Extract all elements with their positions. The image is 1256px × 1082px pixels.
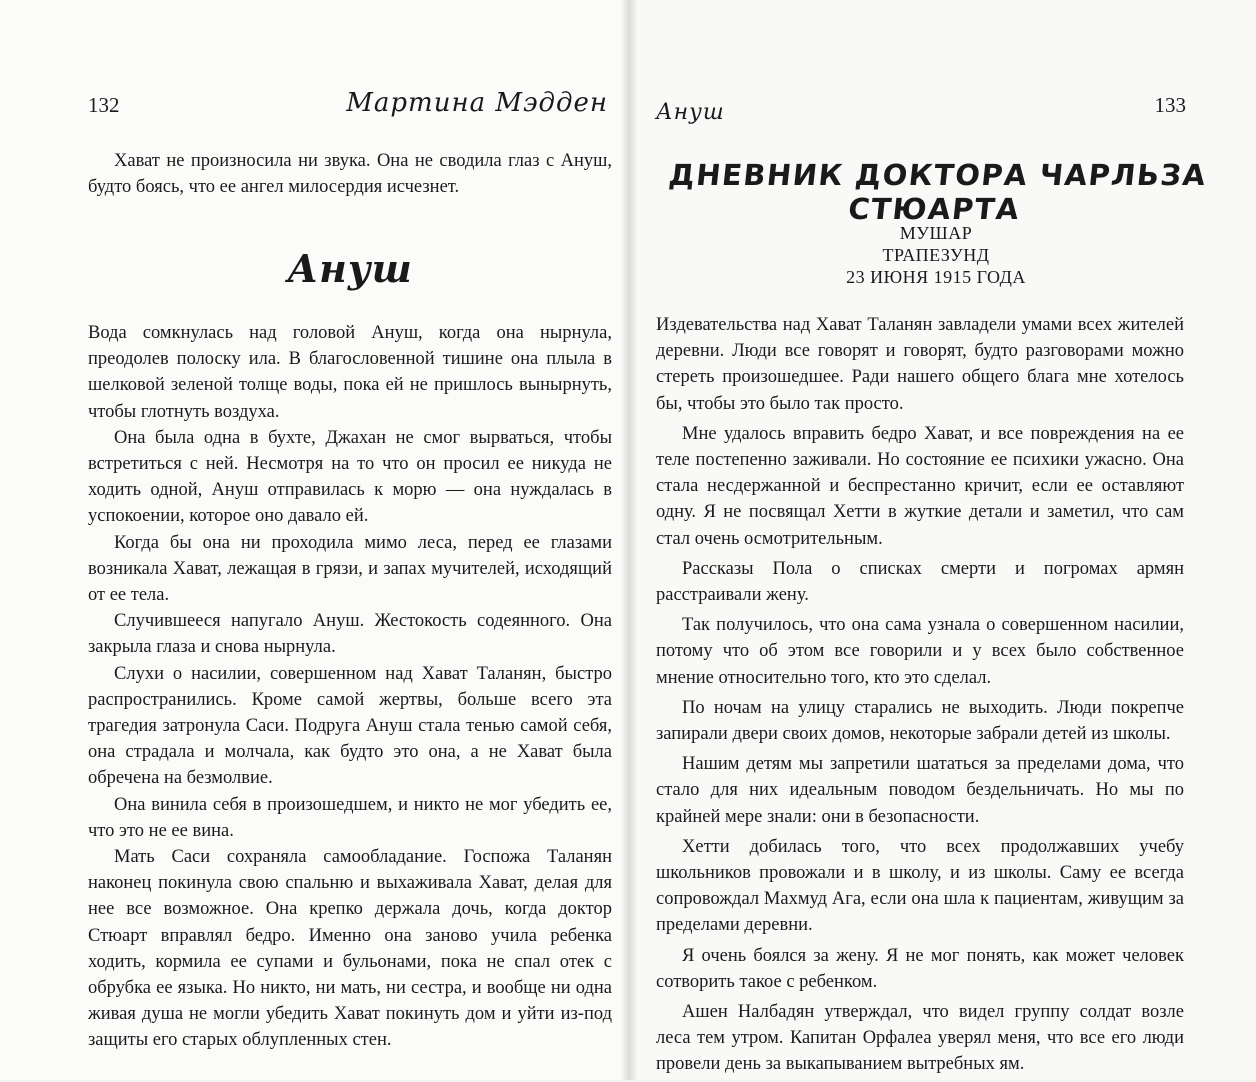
paragraph: Нашим детям мы запретили шататься за пределами дома, что стало для них идеальным поводом бездельничать. Но мы по крайней мере знали: они в безопасности. (656, 754, 1184, 827)
paragraph: Хетти добилась того, что всех продолжавших учебу школьников провожали и в школу, и из школы. Саму ее всегда сопровождал Махмуд Ага, если она шла к пациентам, живущим за пределами деревни. (656, 836, 1184, 936)
intro-text: Хават не произносила ни звука. Она не сводила глаз с Ануш, будто боясь, что ее ангел милосердия исчезнет. (88, 151, 612, 198)
place-line-1: МУШАР (899, 223, 973, 243)
paragraph: Ашен Налбадян утверждал, что видел группу солдат возле леса тем утром. Капитан Орфалеа уверял меня, что все его люди провели день за выкапыванием вытребных ям. (656, 1002, 1184, 1075)
page-number-left: 132 (88, 93, 120, 117)
book-gutter (620, 0, 638, 1080)
intro-paragraph (88, 148, 612, 200)
diary-title: ДНЕВНИК ДОКТОРА ЧАРЛЬЗА СТЮАРТА (667, 158, 1209, 226)
paragraph: Когда бы она ни проходила мимо леса, перед ее глазами возникала Хават, лежащая в грязи, и запах мучителей, исходящий от ее тела. (88, 532, 612, 606)
page-number-right: 133 (1154, 93, 1186, 117)
paragraph: Так получилось, что она сама узнала о совершенном насилии, потому что об этом все говорили и у всех было собственное мнение относительно того, кто это сделал. (656, 615, 1184, 688)
paragraph: Случившееся напугало Ануш. Жестокость содеянного. Она закрыла глаза и снова нырнула. (88, 611, 612, 658)
paragraph: Она винила себя в произошедшем, и никто не мог убедить ее, что это не ее вина. (88, 794, 612, 841)
paragraph: Вода сомкнулась над головой Ануш, когда она нырнула, преодолев полоску ила. В благословенной тишине она плыла в шелковой зеленой толще воды, пока ей не пришлось вынырнуть, чтобы глотнуть воздуха. (88, 323, 612, 422)
right-body (656, 312, 1184, 1082)
paragraph: Я очень боялся за жену. Я не мог понять, как может человек сотворить такое с ребенком. (656, 945, 1184, 992)
paragraph: Мать Саси сохраняла самообладание. Госпожа Таланян наконец покинула свою спальню и выхаживала Хават, делая для нее все возможное. Она крепко держала дочь, когда доктор Стюарт вправлял бедро. Именно она заново учила ребенка ходить, кормила ее супами и бульонами, пока не спал отек с обрубка ее языка. Но никто, ни мать, ни сестра, и вообще ни одна живая душа не могли убедить Хават покинуть дом и уйти из-под защиты его старых облупленных стен. (88, 847, 612, 1051)
paragraph: Мне удалось вправить бедро Хават, и все повреждения на ее теле постепенно заживали. Но состояние ее психики ужасно. Она стала несдержанной и беспрестанно кричит, если ее оставляют одну. Я не посвящал Хетти в жуткие детали и заметил, что сам стал очень осмотрительным. (656, 423, 1184, 549)
diary-header (656, 222, 1216, 288)
place-line-2: ТРАПЕЗУНД (882, 245, 990, 265)
paragraph: Слухи о насилии, совершенном над Хават Таланян, быстро распространились. Кроме самой жертвы, больше всего эта трагедия затронула Саси. Подруга Ануш стала тенью самой себя, она страдала и молчала, как будто это она, а не Хават была обречена на безмолвие. (88, 663, 612, 789)
paragraph: Она была одна в бухте, Джахан не смог вырваться, чтобы встретиться с ней. Несмотря на то что он просил ее никуда не ходить одной, Ануш отправилась к морю — она нуждалась в успокоении, которое оно давало ей. (88, 427, 612, 527)
left-page (0, 0, 628, 1080)
running-head-author: Мартина Мэдден (346, 88, 608, 118)
paragraph: По ночам на улицу старались не выходить. Люди покрепче запирали двери своих домов, некоторые забрали детей из школы. (656, 697, 1184, 745)
right-page (628, 0, 1256, 1080)
paragraph: Рассказы Пола о списках смерти и погромах армян расстраивали жену. (656, 558, 1184, 606)
date-line: 23 ИЮНЯ 1915 ГОДА (846, 267, 1026, 287)
running-head-chapter: Ануш (656, 100, 725, 125)
left-body (88, 320, 612, 1054)
chapter-title: Ануш (287, 246, 413, 291)
paragraph: Издевательства над Хават Таланян завладели умами всех жителей деревни. Люди все говорят и говорят, будто разговорами можно стереть произошедшее. Ради нашего общего блага мне хотелось бы, чтобы это было так просто. (656, 315, 1184, 414)
